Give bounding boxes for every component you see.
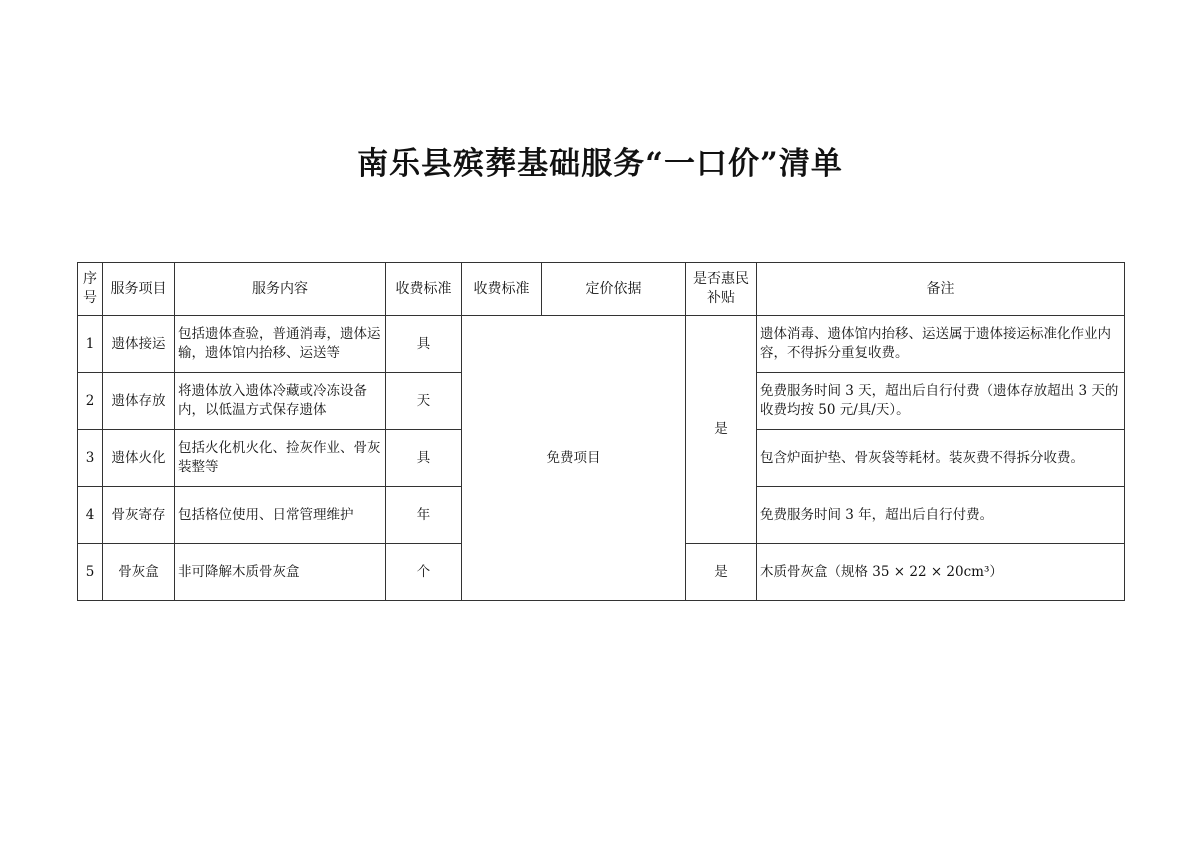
row-no: 5: [78, 544, 103, 601]
header-no: 序号: [78, 263, 103, 316]
header-pricing-basis: 定价依据: [542, 263, 686, 316]
row-item: 遗体火化: [103, 430, 175, 487]
row-unit: 个: [386, 544, 462, 601]
row-content: 包括火化机火化、捡灰作业、骨灰装整等: [175, 430, 386, 487]
row-no: 3: [78, 430, 103, 487]
row-content: 包括格位使用、日常管理维护: [175, 487, 386, 544]
row-note: 免费服务时间 3 年，超出后自行付费。: [757, 487, 1125, 544]
row-unit: 年: [386, 487, 462, 544]
row-content: 将遗体放入遗体冷藏或冷冻设备内，以低温方式保存遗体: [175, 373, 386, 430]
table-row: [78, 316, 1125, 373]
row-no: 4: [78, 487, 103, 544]
row-note: 包含炉面护垫、骨灰袋等耗材。装灰费不得拆分收费。: [757, 430, 1125, 487]
row-note: 免费服务时间 3 天，超出后自行付费（遗体存放超出 3 天的收费均按 50 元/具/天）。: [757, 373, 1125, 430]
merged-subsidy-cell: 是: [686, 316, 757, 544]
row-note: 木质骨灰盒（规格 35 × 22 × 20cm³）: [757, 544, 1125, 601]
header-fee-standard: 收费标准: [386, 263, 462, 316]
row-note: 遗体消毒、遗体馆内抬移、运送属于遗体接运标准化作业内容，不得拆分重复收费。: [757, 316, 1125, 373]
header-fee-standard-2: 收费标准: [462, 263, 542, 316]
service-price-table: [77, 262, 1125, 601]
row-no: 2: [78, 373, 103, 430]
header-subsidy: 是否惠民补贴: [686, 263, 757, 316]
row-content: 非可降解木质骨灰盒: [175, 544, 386, 601]
row-content: 包括遗体查验，普通消毒，遗体运输，遗体馆内抬移、运送等: [175, 316, 386, 373]
row-item: 遗体存放: [103, 373, 175, 430]
row-item: 遗体接运: [103, 316, 175, 373]
row-unit: 天: [386, 373, 462, 430]
header-content: 服务内容: [175, 263, 386, 316]
header-item: 服务项目: [103, 263, 175, 316]
row-item: 骨灰寄存: [103, 487, 175, 544]
row-unit: 具: [386, 430, 462, 487]
table-header-row: [78, 263, 1125, 316]
merged-pricing-cell: 免费项目: [462, 316, 686, 601]
row-unit: 具: [386, 316, 462, 373]
row-subsidy: 是: [686, 544, 757, 601]
row-no: 1: [78, 316, 103, 373]
header-note: 备注: [757, 263, 1125, 316]
row-item: 骨灰盒: [103, 544, 175, 601]
page-title: 南乐县殡葬基础服务“一口价”清单: [357, 146, 843, 182]
